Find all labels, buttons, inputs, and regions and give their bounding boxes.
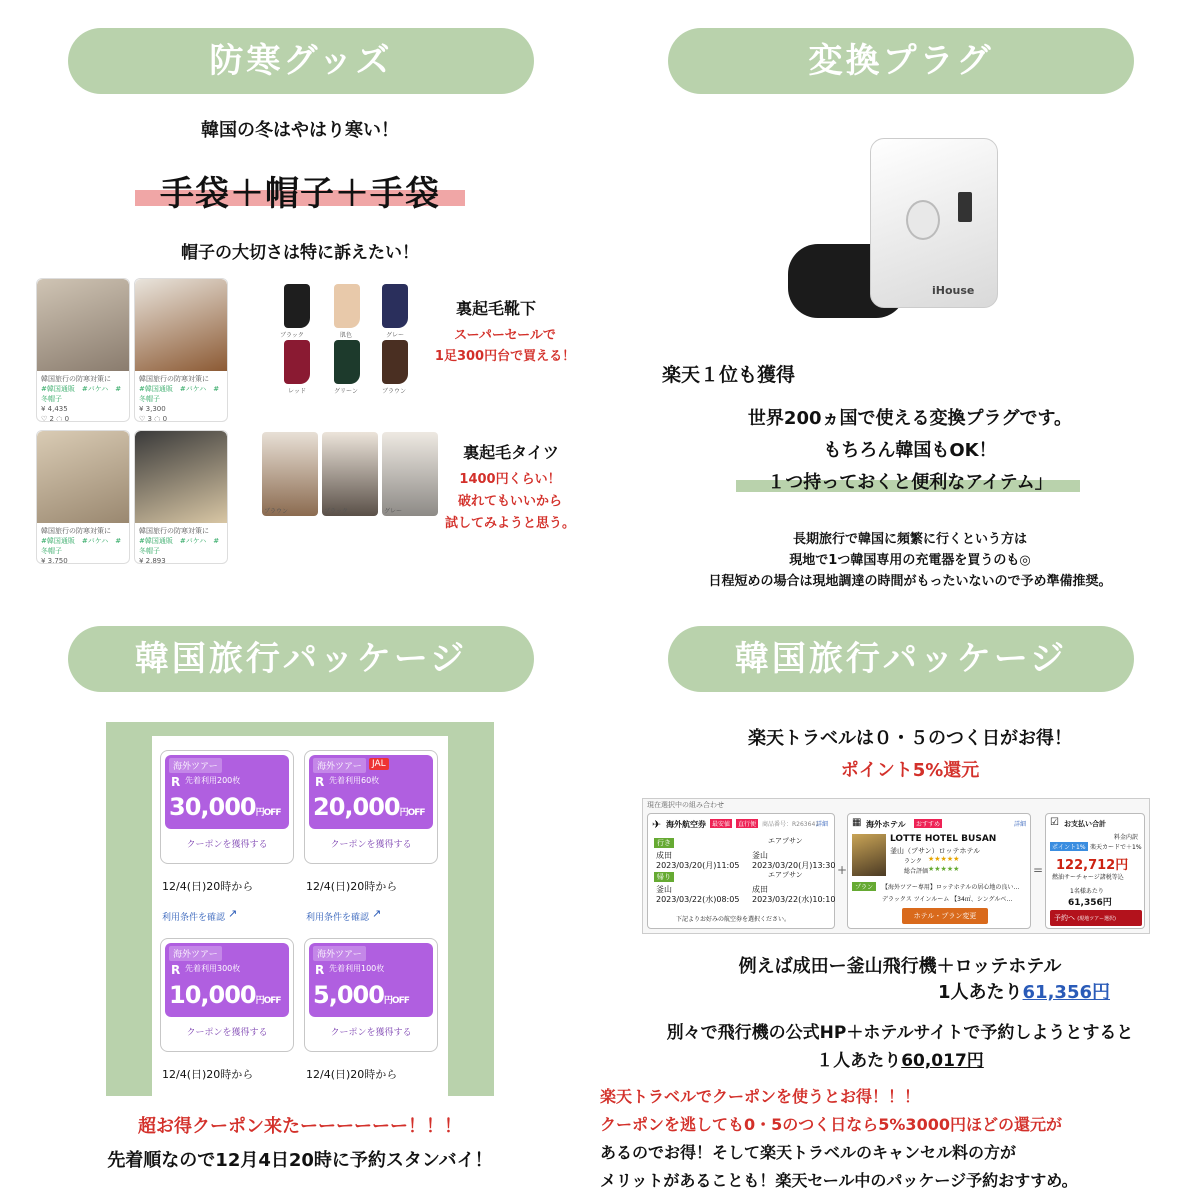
cold-intro-text: 韓国の冬はやはり寒い！ — [201, 120, 399, 141]
sock-beige — [334, 284, 360, 328]
socks-title: 裏起毛靴下 — [455, 299, 536, 318]
like-count: 3 — [147, 415, 152, 422]
plan-text: 【海外ツアー専用】ロッテホテルの居心地の良い… — [882, 884, 1020, 891]
change-plan-button[interactable]: ホテル・プラン変更 — [902, 908, 988, 924]
pay-title: お支払い合計 — [1064, 820, 1106, 828]
travel-day-text: 楽天トラベルは０・５のつく日がお得！ — [748, 728, 1072, 749]
tights-label: ブラック — [324, 508, 348, 515]
sock-label: グリーン — [334, 388, 358, 395]
rank-label: ランク — [904, 858, 922, 865]
arr-time: 2023/03/20(月)13:30 — [752, 861, 836, 870]
tag-cheapest: 最安値 — [712, 821, 731, 828]
reserve-button[interactable]: 予約へ (現地ツアー選択) — [1050, 910, 1142, 926]
tights-title: 裏起毛タイツ — [463, 443, 559, 462]
product-card[interactable] — [36, 278, 130, 422]
coupon-card[interactable] — [160, 750, 294, 864]
coupon-tag: 海外ツアー — [169, 946, 222, 961]
coupon-amount: 30,000円OFF — [169, 793, 281, 821]
heart-icon[interactable]: ♡ — [41, 415, 48, 422]
coupon-card[interactable] — [160, 938, 294, 1052]
hat-photo — [37, 279, 129, 371]
hotel-title: 海外ホテル — [866, 820, 906, 829]
flight-title: 海外航空券 — [666, 820, 706, 829]
section-title-cold-goods: 防寒グッズ — [68, 28, 534, 94]
plug-line-3: １つ持っておくと便利なアイテム」 — [767, 472, 1053, 493]
card-desc: 韓国旅行の防寒対策に — [139, 375, 209, 383]
sock-green — [334, 340, 360, 384]
comment-icon[interactable]: ◌ — [56, 415, 63, 422]
coupon-limit: 先着利用100枚 — [329, 964, 385, 973]
plug-note-3: 日程短めの場合は現地調達の時間がもったいないので予め準備推奨。 — [708, 574, 1112, 589]
detail-link[interactable]: 詳細 — [816, 821, 829, 828]
coupon-date: 12/4(日)20時から — [306, 1068, 398, 1081]
socket-slot — [906, 200, 940, 240]
return-label: 帰り — [654, 872, 674, 882]
card-tags: #韓国通販 #バケハ #冬帽子 — [139, 537, 220, 555]
like-count: 2 — [49, 415, 54, 422]
tights-line-1: 1400円くらい！ — [459, 472, 561, 487]
coupon-amount: 10,000円OFF — [169, 981, 281, 1009]
clipboard-icon: ☑ — [1050, 817, 1059, 828]
coupon-headline: 超お得クーポン来たーーーーーー！！！ — [138, 1116, 462, 1137]
coupon-card[interactable] — [304, 938, 438, 1052]
coupon-amount: 5,000円OFF — [313, 981, 409, 1009]
flight-box — [647, 813, 835, 929]
sock-red — [284, 340, 310, 384]
tag-direct: 直行便 — [738, 821, 757, 828]
hotel-tag: おすすめ — [916, 821, 941, 828]
tights-photo-brown — [262, 432, 318, 516]
card-desc: 韓国旅行の防寒対策に — [41, 375, 111, 383]
card-desc: 韓国旅行の防寒対策に — [41, 527, 111, 535]
point-badge: ポイント1% — [1052, 844, 1086, 851]
rakuten-r-icon: R — [315, 775, 325, 789]
payment-box — [1045, 813, 1145, 929]
coupon-tag: 海外ツアー — [169, 758, 222, 773]
point-return-text: ポイント5%還元 — [840, 760, 980, 781]
review-label: 総合評価 — [904, 868, 929, 875]
coupon-limit: 先着利用300枚 — [185, 964, 241, 973]
socks-sale-2: 1足300円台で買える！ — [434, 349, 576, 364]
sock-label: 肌色 — [340, 332, 353, 339]
comment-count: 0 — [64, 415, 70, 422]
section-title-plug: 変換プラグ — [668, 28, 1134, 94]
card-price: ¥ 3,750 — [41, 557, 68, 564]
gloves-hat-headline: 手袋＋帽子＋手袋 — [160, 174, 440, 214]
rakuten-r-icon: R — [315, 963, 325, 977]
sock-label: ブラウン — [382, 388, 407, 395]
tights-photo-gray — [382, 432, 438, 516]
coupon-date: 12/4(日)20時から — [162, 1068, 254, 1081]
plan-label: プラン — [852, 882, 876, 891]
dep-time: 2023/03/20(月)11:05 — [656, 861, 740, 870]
heart-icon[interactable]: ♡ — [139, 415, 146, 422]
plane-icon: ✈ — [652, 818, 662, 831]
card-tags: #韓国通販 #バケハ #冬帽子 — [139, 385, 220, 403]
summary-line-2: クーポンを逃しても0・5のつく日なら5%3000円ほどの還元が — [600, 1115, 1062, 1134]
comment-count: 0 — [162, 415, 168, 422]
get-coupon-button[interactable]: クーポンを獲得する — [330, 1028, 412, 1038]
tights-line-3: 試してみようと思う。 — [444, 516, 575, 531]
per-person-label: 1名様あたり — [1070, 888, 1104, 895]
sock-black — [284, 284, 310, 328]
sock-brown — [382, 340, 408, 384]
product-card[interactable] — [36, 430, 130, 564]
plug-line-1: 世界200ヵ国で使える変換プラグです。 — [747, 408, 1073, 429]
equals-icon: = — [1033, 863, 1044, 877]
arr-airport: 成田 — [752, 885, 768, 894]
card-price: ¥ 3,300 — [139, 405, 166, 413]
coupon-tag: 海外ツアー — [313, 946, 366, 961]
star-icon: ★★★★★ — [928, 865, 960, 873]
sock-label: ブラック — [280, 332, 304, 339]
flight-note: 下記よりお好みの航空券を選択ください。 — [676, 916, 791, 923]
booking-summary — [642, 798, 1150, 934]
example-line-1: 例えば成田ー釜山飛行機＋ロッテホテル — [738, 956, 1062, 977]
airline: エアプサン — [768, 871, 803, 879]
dep-airport: 成田 — [656, 851, 672, 860]
card-tags: #韓国通販 #バケハ #冬帽子 — [41, 537, 122, 555]
tights-label: ブラウン — [264, 508, 289, 515]
coupon-date: 12/4(日)20時から — [306, 880, 398, 893]
usb-port — [958, 192, 972, 222]
dep-time: 2023/03/22(水)08:05 — [656, 895, 740, 904]
airline: エアプサン — [768, 837, 803, 845]
detail-link[interactable]: 詳細 — [1014, 821, 1027, 828]
star-icon: ★★★★★ — [928, 855, 960, 863]
dep-airport: 釜山 — [656, 885, 672, 894]
hat-photo — [37, 431, 129, 523]
plug-line-2: もちろん韓国もOK！ — [823, 440, 997, 461]
external-link-icon[interactable]: ↗ — [372, 907, 382, 920]
tights-photo-black — [322, 432, 378, 516]
card-tags: #韓国通販 #バケハ #冬帽子 — [41, 385, 122, 403]
card-desc: 韓国旅行の防寒対策に — [139, 527, 209, 535]
hotel-icon: ▦ — [852, 817, 862, 828]
terms-link[interactable]: 利用条件を確認 — [162, 913, 226, 923]
hotel-sub: 釜山（プサン）ロッテホテル — [890, 847, 981, 855]
hat-photo — [135, 431, 227, 523]
flight-code: 商品番号：R263641 — [762, 821, 820, 828]
hat-photo — [135, 279, 227, 371]
booking-header: 現在選択中の組み合わせ — [647, 801, 724, 809]
sock-label: グレー — [386, 332, 405, 339]
get-coupon-button[interactable]: クーポンを獲得する — [186, 840, 268, 850]
go-label: 行き — [654, 838, 674, 848]
example-line-2: 1人あたり61,356円 — [938, 982, 1110, 1003]
card-price: ¥ 4,435 — [41, 405, 68, 413]
pay-sub: 料金内訳 — [1114, 834, 1139, 841]
coupon-reserve-text: 先着順なので12月4日20時に予約スタンバイ！ — [107, 1150, 493, 1171]
example-line-4: １人あたり60,017円 — [816, 1051, 984, 1071]
plus-icon: + — [837, 863, 848, 877]
tights-line-2: 破れてもいいから — [457, 494, 562, 509]
fuel-note: 燃油サーチャージ諸税等込 — [1052, 874, 1124, 881]
plug-note-1: 長期旅行で韓国に頻繁に行くという方は — [792, 532, 1027, 547]
example-line-3: 別々で飛行機の公式HP＋ホテルサイトで予約しようとすると — [666, 1023, 1134, 1043]
rakuten-rank-text: 楽天１位も獲得 — [662, 364, 796, 386]
arr-airport: 釜山 — [752, 851, 768, 860]
comment-icon[interactable]: ◌ — [154, 415, 161, 422]
coupon-limit: 先着利用60枚 — [329, 776, 380, 785]
jal-badge: JAL — [369, 758, 389, 770]
terms-link[interactable]: 利用条件を確認 — [306, 913, 370, 923]
sock-label: レッド — [288, 388, 306, 395]
total-price: 122,712円 — [1056, 858, 1129, 873]
external-link-icon[interactable]: ↗ — [228, 907, 238, 920]
summary-line-3: あるのでお得！そして楽天トラベルのキャンセル料の方が — [600, 1143, 1017, 1162]
product-card[interactable] — [134, 430, 228, 564]
hat-importance-text: 帽子の大切さは特に訴えたい！ — [181, 243, 419, 263]
section-title-package: 韓国旅行パッケージ — [68, 626, 534, 692]
rakuten-r-icon: R — [171, 775, 181, 789]
per-person-price: 61,356円 — [1068, 898, 1112, 908]
coupon-limit: 先着利用200枚 — [185, 776, 241, 785]
hotel-photo — [852, 834, 886, 876]
hotel-name: LOTTE HOTEL BUSAN — [890, 834, 997, 844]
hotel-box — [847, 813, 1031, 929]
card-bonus: 楽天カードで＋1% — [1090, 844, 1142, 851]
get-coupon-button[interactable]: クーポンを獲得する — [330, 840, 412, 850]
card-price: ¥ 2,893 — [139, 557, 166, 564]
summary-line-1: 楽天トラベルでクーポンを使うとお得！！！ — [600, 1087, 921, 1106]
sock-navy — [382, 284, 408, 328]
section-title-package: 韓国旅行パッケージ — [668, 626, 1134, 692]
coupon-tag: 海外ツアー — [313, 758, 366, 773]
coupon-date: 12/4(日)20時から — [162, 880, 254, 893]
plug-brand: iHouse — [932, 284, 975, 297]
summary-line-4: メリットがあることも！楽天セール中のパッケージ予約おすすめ。 — [600, 1171, 1078, 1190]
room-text: デラックス ツインルーム 【34㎡、シングルベ… — [882, 896, 1013, 903]
coupon-amount: 20,000円OFF — [313, 793, 425, 821]
product-card[interactable] — [134, 278, 228, 422]
coupon-card[interactable] — [304, 750, 438, 864]
rakuten-r-icon: R — [171, 963, 181, 977]
socks-sale-1: スーパーセールで — [454, 328, 556, 343]
plug-note-2: 現地で1つ韓国専用の充電器を買うのも◎ — [789, 553, 1031, 568]
arr-time: 2023/03/22(水)10:10 — [752, 895, 836, 904]
tights-label: グレー — [384, 508, 403, 515]
get-coupon-button[interactable]: クーポンを獲得する — [186, 1028, 268, 1038]
